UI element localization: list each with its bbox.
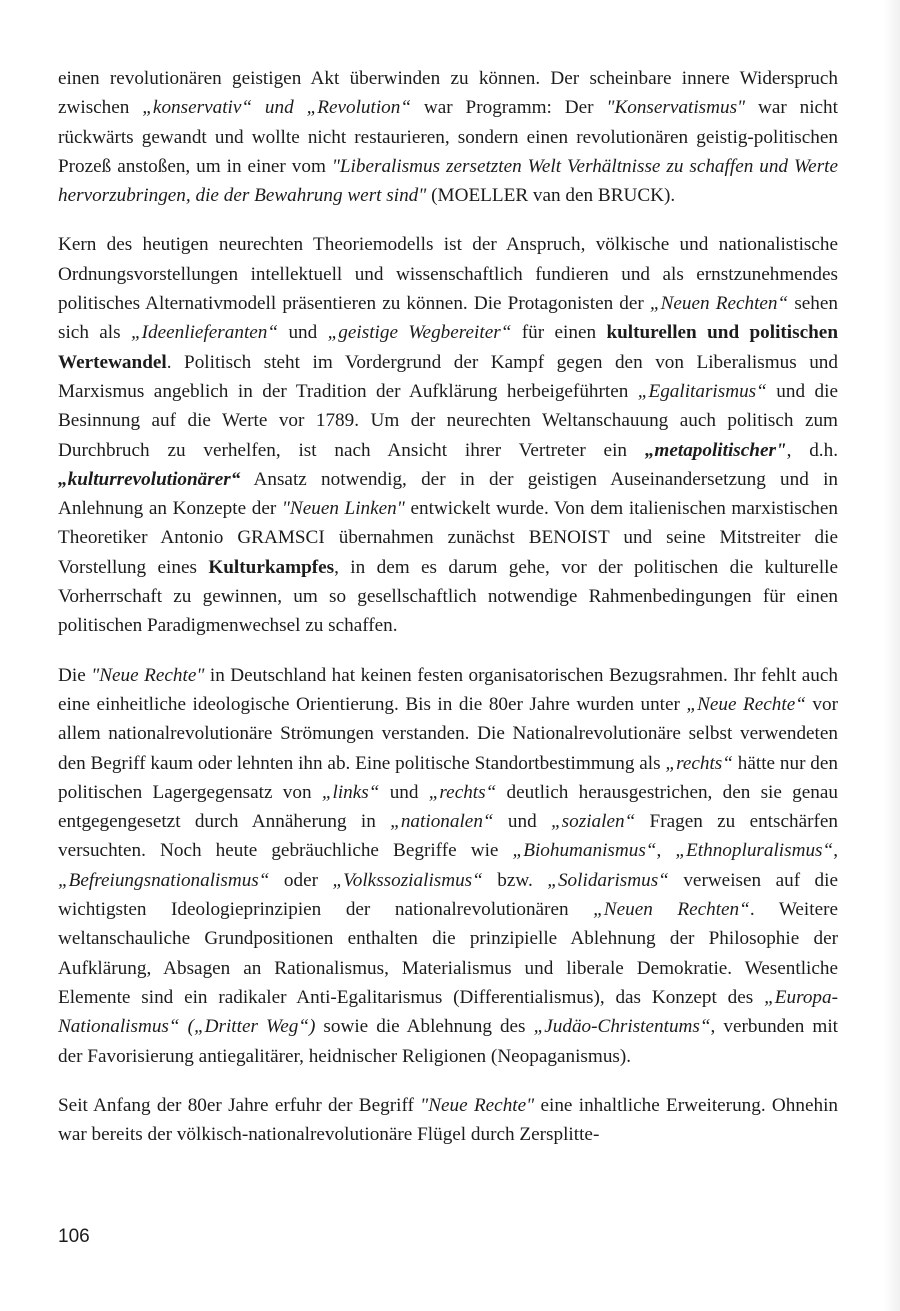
text-run: vor allem nationalrevolutionäre Strömungen verstanden. Die Nationalrevolutionäre selbst verwendeten den Begriff kaum oder lehnten ihn ab. Eine politische Standortbestimmung als — [58, 693, 838, 774]
italic-text: „geistige Wegbereiter“ — [327, 322, 512, 344]
italic-text: "Neue Rechte" — [91, 664, 205, 686]
emphasis-text: „metapolitischer" — [644, 439, 787, 461]
text-run: . Politisch steht im Vordergrund der Kampf gegen den von Liberalismus und Marxismus angeblich in der Tradition der Aufklärung herbeigeführten — [58, 351, 838, 402]
text-run: Die — [58, 664, 92, 686]
bold-text — [645, 440, 787, 461]
text-run: sehen sich als — [58, 293, 839, 344]
text-run: sowie die Ablehnung des — [315, 1016, 534, 1038]
italic-text: „Neuen Rechten“ — [649, 293, 789, 315]
italic-text: „Ideenlieferanten“ — [130, 322, 279, 344]
italic-text: „nationalen“ — [390, 811, 494, 833]
text-run: , — [833, 840, 838, 862]
italic-text: „Ethnopluralismus“ — [675, 840, 834, 862]
text-run: entwickelt wurde. Von dem italienischen marxistischen Theoretiker Antonio GRAMSCI übernahmen zunächst BENOIST und seine Mitstreiter die Vorstellung eines — [58, 498, 838, 578]
italic-text: „Solidarismus“ — [547, 869, 669, 891]
italic-text: "Neue Rechte" — [420, 1094, 535, 1116]
text-run: , d.h. — [786, 439, 838, 461]
page-edge-shadow — [884, 0, 900, 1311]
text-run: Fragen zu entschärfen versuchten. Noch heute gebräuchliche Begriffe wie — [58, 811, 838, 862]
paragraph-4 — [58, 1091, 838, 1150]
text-run: einen revolutionären geistigen Akt überwinden zu können. Der scheinbare innere Widerspruch zwischen — [58, 68, 838, 119]
text-run: deutlich herausgestrichen, den sie genau entgegengesetzt durch Annäherung in — [58, 781, 838, 833]
text-run: (MOELLER van den BRUCK). — [426, 185, 676, 207]
text-run: und die Besinnung auf die Werte vor 1789. Um der neurechten Weltanschauung auch politisch zum Durchbruch zu verhelfen, ist nach Ansicht ihrer Vertreter ein — [58, 380, 838, 461]
text-run: verweisen auf die wichtigsten Ideologieprinzipien der nationalrevolutionären — [58, 869, 838, 921]
italic-text: „Volkssozialismus“ — [332, 869, 483, 891]
paragraph-3 — [58, 661, 838, 1071]
text-run: und — [278, 322, 328, 344]
text-run: Seit Anfang der 80er Jahre erfuhr der Begriff — [58, 1094, 421, 1116]
text-run: , verbunden mit der Favorisierung antiegalitärer, heidnischer Religionen (Neopaganismus). — [58, 1016, 838, 1067]
text-run: , — [656, 840, 676, 862]
text-run: Kern des heutigen neurechten Theoriemodells ist der Anspruch, völkische und nationalistische Ordnungsvorstellungen intellektuell und wissenschaftlich fundieren und als ernstzunehmendes politisches Alternativmodell präsentieren zu können. Die Protagonisten der — [58, 234, 838, 315]
text-run: für einen — [511, 322, 607, 344]
text-run: Ansatz notwendig, der in der geistigen Auseinandersetzung und in Anlehnung an Konzepte der — [58, 468, 838, 520]
italic-text: „konservativ“ und „Revolution“ — [142, 97, 412, 119]
bold-text: Kulturkampfes — [208, 556, 335, 578]
text-run: und — [493, 811, 551, 833]
italic-text: „sozialen“ — [551, 811, 636, 833]
bold-text: kulturellen und politischen Wertewandel — [58, 322, 838, 373]
paragraph-1 — [58, 64, 838, 210]
italic-text: „Egalitarismus“ — [637, 380, 767, 402]
italic-text: „Biohumanismus“ — [512, 840, 657, 862]
text-run: . Weitere weltanschauliche Grundpositionen enthalten die prinzipielle Ablehnung der Philosophie der Aufklärung, Absagen an Rationalismus, Materialismus und liberale Demokratie. Wesentliche Elemente sind ein radikaler Anti-Egalitarismus (Differentialismus), das Konzept des — [58, 899, 838, 1008]
text-run: war nicht rückwärts gewandt und wollte nicht restaurieren, sondern einen revolutionären geistig-politischen Prozeß anstoßen, um in einer vom — [58, 97, 838, 177]
italic-text: "Konservatismus" — [606, 97, 746, 119]
body-text — [58, 64, 838, 1149]
italic-text: „rechts“ — [665, 752, 733, 774]
text-run: , in dem es darum gehe, vor der politischen die kulturelle Vorherrschaft zu gewinnen, um so gesellschaftlich notwendige Rahmenbedingungen für einen politischen Paradigmenwechsel zu schaffen. — [58, 556, 838, 637]
italic-text: "Liberalismus zersetzten Welt Verhältnisse zu schaffen und Werte hervorzubringen, die der Bewahrung wert sind" — [58, 155, 839, 207]
italic-text: „links“ — [321, 781, 380, 803]
italic-text: „Neue Rechte“ — [686, 693, 806, 715]
italic-text: „Judäo-Christentums“ — [533, 1016, 711, 1038]
text-run: hätte nur den politischen Lagergegensatz von — [58, 752, 838, 803]
italic-text: „rechts“ — [428, 781, 497, 803]
text-run: in Deutschland hat keinen festen organisatorischen Bezugsrahmen. Ihr fehlt auch eine einheitliche ideologische Orientierung. Bis in die 80er Jahre wurden unter — [58, 664, 838, 715]
text-run: oder — [269, 869, 333, 891]
bold-text — [58, 469, 240, 490]
italic-text: „Neuen Rechten“ — [593, 899, 750, 921]
italic-text: "Neuen Linken" — [281, 498, 405, 520]
italic-text: „Befreiungsnationalismus“ — [58, 869, 270, 891]
text-run: eine inhaltliche Erweiterung. Ohnehin war bereits der völkisch-nationalrevolutionäre Flügel durch Zersplitte- — [58, 1094, 839, 1146]
text-run: war Programm: Der — [411, 97, 607, 119]
italic-text: „Europa-Nationalismus“ („Dritter Weg“) — [58, 986, 838, 1038]
text-run: bzw. — [482, 869, 548, 891]
emphasis-text: „kulturrevolutionärer“ — [58, 468, 241, 490]
paragraph-2 — [58, 230, 838, 640]
text-run: und — [379, 781, 429, 803]
page-number: 106 — [58, 1226, 90, 1247]
